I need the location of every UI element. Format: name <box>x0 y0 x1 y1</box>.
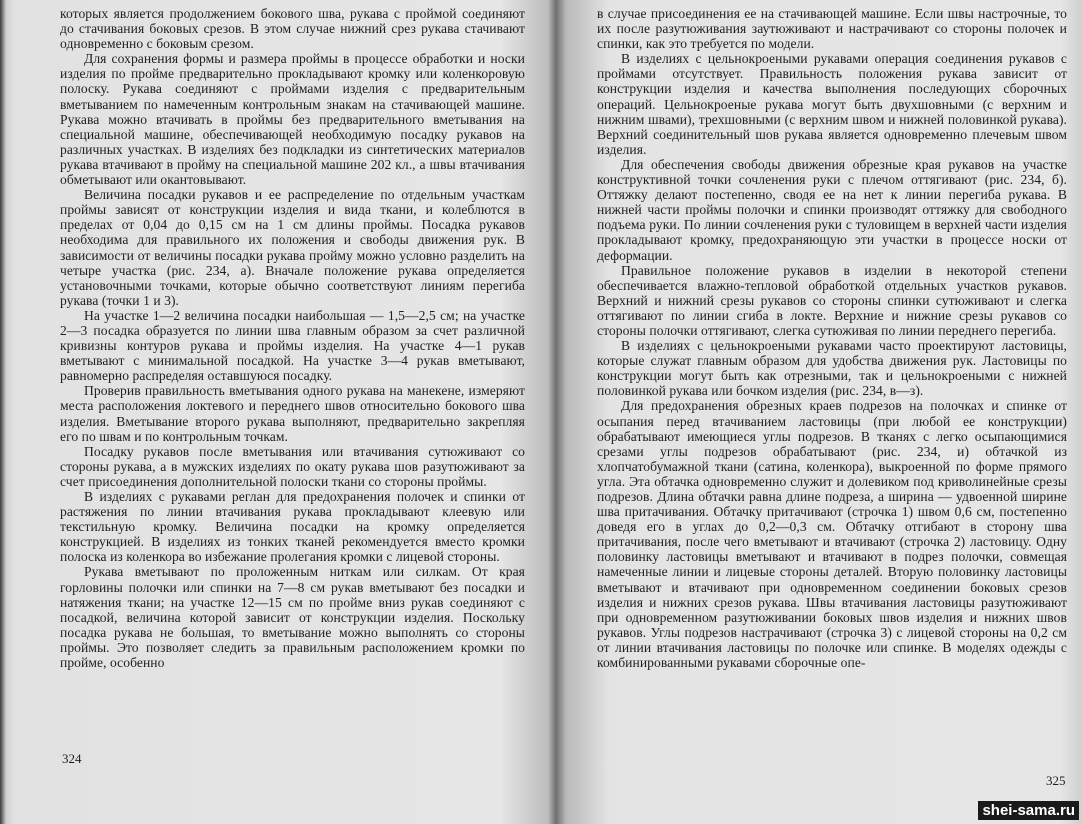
right-page <box>556 0 1081 824</box>
paragraph: Рукава вметывают по проложенным ниткам или силкам. От края горловины полочки или спинки на 7—8 см рукав вметывают без посадки и натяжения ткани; на участке 12—15 см по пройме вниз рукав соединяют с посадкой, величина которой зависит от конструкции изделия. Поскольку посадка рукава не большая, то вметывание можно выполнять со стороны проймы. Это позволяет следить за правильным расположением кромки по пройме, особенно <box>60 564 525 671</box>
paragraph: которых является продолжением бокового шва, рукава с проймой соединяют до стачивания боковых срезов. В этом случае нижний срез рукава стачивают одновременно с боковым срезом. <box>60 6 525 52</box>
paragraph: Правильное положение рукавов в изделии в некоторой степени обеспечивается влажно-тепловой обработкой отдельных участков рукавов. Верхний и нижний срезы рукавов со стороны спинки сутюживают и слегка оттягивают по линии сгиба в локте. Верхние и нижние срезы рукавов со стороны полочки оттягивают, слегка сутюживая по линии переднего перегиба. <box>597 262 1067 338</box>
right-page-text <box>597 6 1067 670</box>
paragraph: в случае присоединения ее на стачивающей машине. Если швы настрочные, то их после разутюживания заутюживают и настрачивают со стороны полочек и спинки, как это требуется по модели. <box>597 6 1067 52</box>
paragraph: Для обеспечения свободы движения обрезные края рукавов на участке конструктивной точки сочленения руки с плечом оттягивают (рис. 234, б). Оттяжку делают постепенно, сводя ее на нет к линии перегиба рукава. В нижней части проймы полочки и спинки производят оттяжку для свободного подъема руки. По линии сочленения руки с туловищем в верхней части изделия прокладывают кромку, предохраняющую эти участки в процессе носки от деформации. <box>597 156 1067 263</box>
left-page-text <box>60 6 525 670</box>
paragraph: Проверив правильность вметывания одного рукава на манекене, измеряют места расположения локтевого и переднего швов относительно бокового шва изделия. Вметывание второго рукава выполняют, предварительно закрепляя его по швам и по контрольным точкам. <box>60 383 525 444</box>
page-number-left: 324 <box>62 751 82 766</box>
paragraph: Для предохранения обрезных краев подрезов на полочках и спинке от осыпания перед втачиванием ластовицы (при любой ее конструкции) обрабатывают имеющиеся углы подрезов. В тканях с легко осыпающимися срезами углы подрезов обрабатывают (рис. 234, и) обтачкой из хлопчатобумажной ткани (сатина, коленкора), выкроенной по форме прямого угла. Эта обтачка одновременно служит и долевиком под криволинейные срезы подрезов. Длина обтачки равна длине подреза, а ширина — удвоенной ширине шва притачивания. Обтачку притачивают (строчка 1) швом 0,6 см, постепенно доведя его в углах до 0,2—0,3 см. Обтачку отгибают в сторону шва притачивания, после чего вметывают и втачивают (строчка 2) ластовицу. Одну половинку ластовицы вметывают и втачивают в подрез полочки, совмещая намеченные линии и лицевые стороны деталей. Вторую половинку ластовицы вметывают и втачивают при одновременном соединении боковых срезов изделия и нижних срезов рукава. Швы втачивания ластовицы разутюживают при одновременном разутюживании боковых швов изделия и нижних швов рукавов. Углы подрезов настрачивают (строчка 3) с лицевой стороны на 0,2 см от линии втачивания ластовицы по полочке или спинке. В моделях одежды с комбинированными рукавами сборочные опе- <box>597 398 1067 671</box>
paragraph: В изделиях с цельнокроеными рукавами часто проектируют ластовицы, которые служат главным образом для удобства движения рук. Ластовицы по конструкции могут быть как отрезными, так и цельнокроеными с нижней половинкой рукава или бочком изделия (рис. 234, в—з). <box>597 338 1067 399</box>
paragraph: На участке 1—2 величина посадки наибольшая — 1,5—2,5 см; на участке 2—3 посадка образуется по линии шва главным образом за счет различной кривизны контуров рукава и проймы изделия. На участке 4—1 рукав вметывают с минимальной посадкой. На участке 3—4 рукав вметывают, равномерно распределяя оставшуюся посадку. <box>60 307 525 384</box>
site-watermark: shei-sama.ru <box>978 801 1079 820</box>
paragraph: Посадку рукавов после вметывания или втачивания сутюживают со стороны рукава, а в мужских изделиях по окату рукава шов разутюживают за счет присоединения дополнительной полоски ткани со стороны проймы. <box>60 443 525 489</box>
paragraph: В изделиях с цельнокроеными рукавами операция соединения рукавов с проймами отсутствует. Правильность положения рукава зависит от конструкции изделия и качества выполнения последующих сборочных операций. Цельнокроеные рукава могут быть двухшовными (с верхним и нижним швами), трехшовными (с верхним швом и нижней половинкой рукава). Верхний соединительный шов рукава является одновременно плечевым швом изделия. <box>597 51 1067 157</box>
page-number-right: 325 <box>1046 773 1066 788</box>
paragraph: В изделиях с рукавами реглан для предохранения полочек и спинки от растяжения по линии втачивания рукава прокладывают клеевую или текстильную кромку. Величина посадки на кромку определяется конструкцией. В изделиях из тонких тканей рекомендуется вместо кромки полоска из коленкора во избежание пролегания кромки с лицевой стороны. <box>60 489 525 565</box>
paragraph: Величина посадки рукавов и ее распределение по отдельным участкам проймы зависят от конструкции изделия и вида ткани, и колеблются в пределах от 0,04 до 0,15 см на 1 см длины проймы. Посадка рукавов необходима для правильного их положения и свободы движения рук. В зависимости от величины посадки рукава пройму можно условно разделить на четыре участка (рис. 234, а). Вначале положение рукава определяется установочными точками, которые обычно соответствуют линиям перегиба рукава (точки 1 и 3). <box>60 187 525 308</box>
paragraph: Для сохранения формы и размера проймы в процессе обработки и носки изделия по пройме предварительно прокладывают кромку или коленкоровую полоску. Рукава соединяют с проймами изделия с предварительным вметыванием по намеченным контрольным знакам на стачивающей машине. Рукава можно втачивать в проймы без предварительного вметывания на специальной машине, обеспечивающей необходимую посадку рукавов на различных участках. В изделиях без подкладки из синтетических материалов рукава втачивают в пройму на специальной машине 202 кл., а швы втачивания обметывают или окантовывают. <box>60 51 525 188</box>
